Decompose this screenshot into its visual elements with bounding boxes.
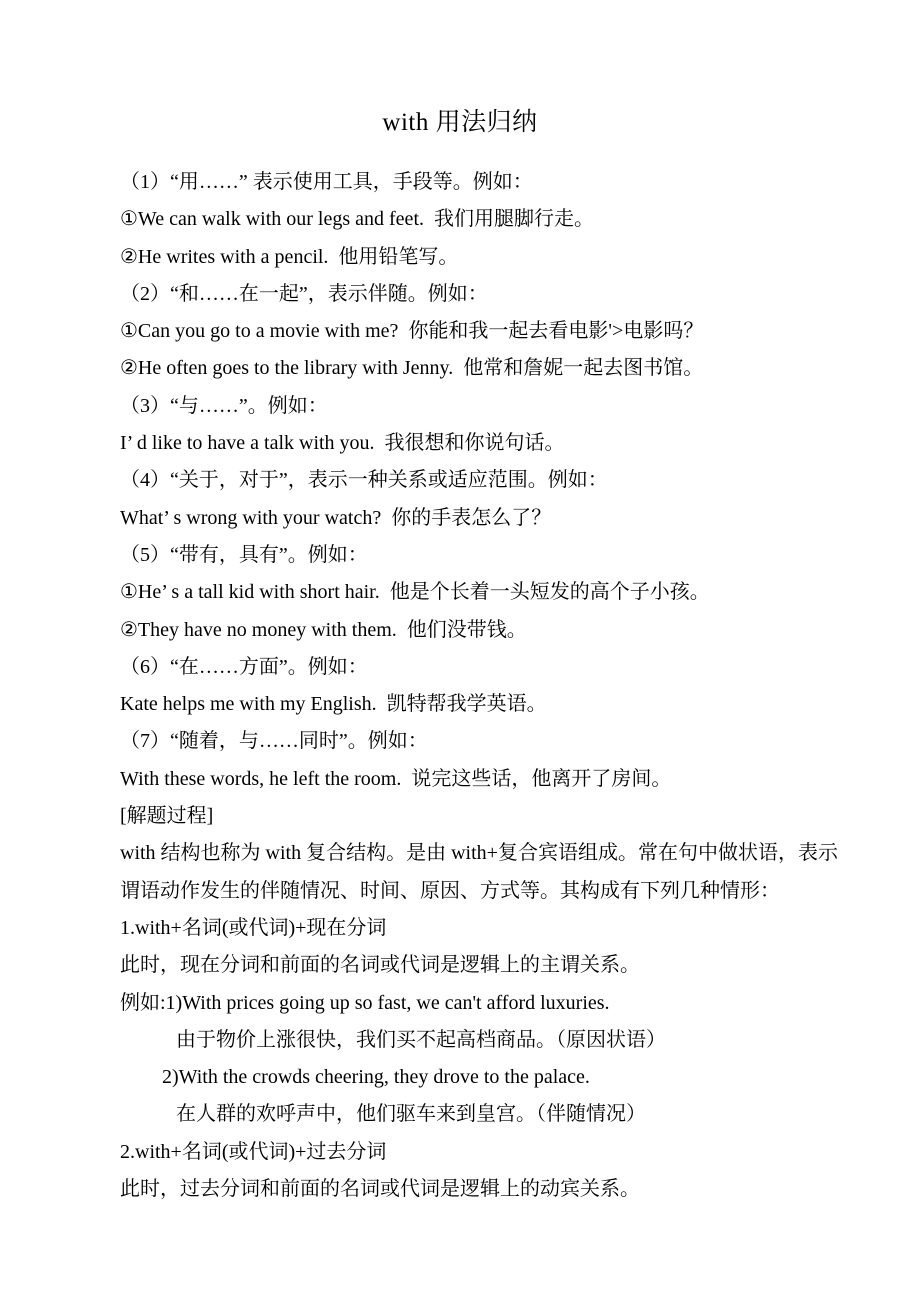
text-line: （7）“随着，与……同时”。例如： (120, 730, 428, 753)
document-body (120, 164, 840, 1208)
text-line: ②He often goes to the library with Jenny. 他常和詹妮一起去图书馆。 (120, 357, 704, 380)
text-line: （2）“和……在一起”，表示伴随。例如： (120, 282, 488, 305)
text-line: ②He writes with a pencil. 他用铅笔写。 (120, 245, 459, 268)
text-line: （6）“在……方面”。例如： (120, 655, 368, 678)
text-line: 此时，过去分词和前面的名词或代词是逻辑上的动宾关系。 (120, 1178, 640, 1201)
text-line: Kate helps me with my English. 凯特帮我学英语。 (120, 693, 547, 716)
text-line: 2.with+名词(或代词)+过去分词 (120, 1140, 387, 1163)
text-line: 1.with+名词(或代词)+现在分词 (120, 916, 387, 939)
text-line: （4）“关于，对于”，表示一种关系或适应范围。例如： (120, 469, 608, 492)
text-line: 谓语动作发生的伴随情况、时间、原因、方式等。其构成有下列几种情形： (120, 879, 780, 902)
text-line: 此时，现在分词和前面的名词或代词是逻辑上的主谓关系。 (120, 954, 640, 977)
text-line: with 结构也称为 with 复合结构。是由 with+复合宾语组成。常在句中做状语，表示 (120, 842, 838, 865)
text-line: 在人群的欢呼声中，他们驱车来到皇宫。（伴随情况） (176, 1103, 646, 1126)
text-line: I’ d like to have a talk with you. 我很想和你说句话。 (120, 432, 565, 455)
text-line: （1）“用……” 表示使用工具，手段等。例如： (120, 171, 533, 193)
text-line: 2)With the crowds cheering, they drove to the palace. (162, 1066, 590, 1089)
text-line: What’ s wrong with your watch? 你的手表怎么了？ (120, 506, 552, 529)
text-line: ①We can walk with our legs and feet. 我们用腿脚行走。 (120, 208, 594, 231)
text-line: 例如:1)With prices going up so fast, we can't afford luxuries. (120, 991, 610, 1014)
text-line: ①Can you go to a movie with me? 你能和我一起去看电影'>电影吗？ (120, 320, 704, 343)
text-line: [解题过程] (120, 805, 214, 828)
text-line: 由于物价上涨很快，我们买不起高档商品。（原因状语） (176, 1028, 666, 1051)
text-line: ②They have no money with them. 他们没带钱。 (120, 618, 527, 641)
text-line: With these words, he left the room. 说完这些话，他离开了房间。 (120, 767, 672, 790)
text-line: （3）“与……”。例如： (120, 394, 328, 417)
text-line: ①He’ s a tall kid with short hair. 他是个长着一头短发的高个子小孩。 (120, 581, 710, 604)
document-title: with 用法归纳 (382, 109, 538, 136)
text-line: （5）“带有，具有”。例如： (120, 543, 368, 566)
